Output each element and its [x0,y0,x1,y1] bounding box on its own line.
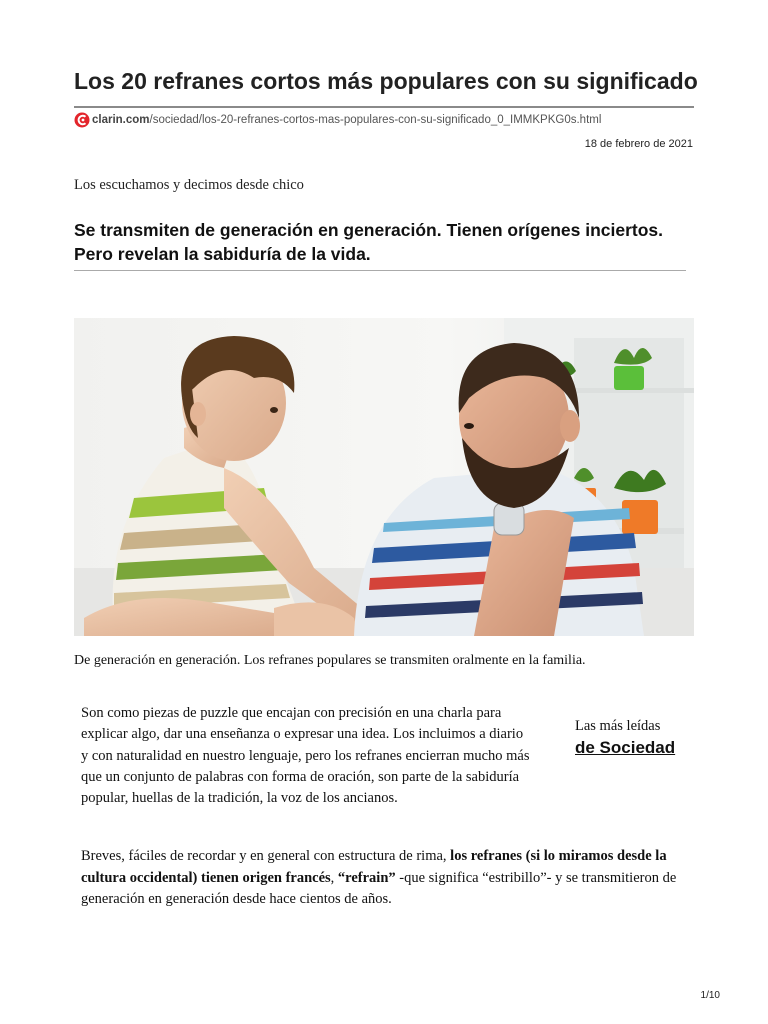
father-son-photo [74,318,694,636]
most-read-link[interactable]: de Sociedad [575,738,676,757]
paragraph-2-bold-1: los refranes (si lo miramos desde la cultura occidental) tienen origen francés [81,848,667,886]
paragraph-2-bold-2: “refrain” [337,869,396,886]
paragraph-2-text-3: -que significa “estribillo”- y se transmitieron de generación en generación desde hace cientos de años. [81,869,677,907]
title-divider [74,106,694,108]
hero-photo [74,318,694,636]
clarin-logo-icon [74,112,90,128]
subtitle-divider [74,270,686,271]
most-read-label: Las más leídas [575,718,661,734]
source-url[interactable] [74,112,601,128]
paragraph-2-text-2: , [330,869,338,886]
article-subtitle: Se transmiten de generación en generación. Tienen orígenes inciertos. Pero revelan la sabiduría de la vida. [74,220,664,264]
image-caption: De generación en generación. Los refranes populares se transmiten oralmente en la familia. [74,653,586,668]
publish-date: 18 de febrero de 2021 [584,138,693,150]
paragraph-2-text-1: Breves, fáciles de recordar y en general con estructura de rima, [81,848,451,864]
article-paragraph-2 [81,846,691,911]
article-title: Los 20 refranes cortos más populares con su significado [74,68,698,94]
url-path: /sociedad/los-20-refranes-cortos-mas-populares-con-su-significado_0_IMMKPKG0s.html [149,114,602,126]
most-read-widget [575,718,675,758]
url-domain: clarin.com [92,114,150,126]
article-paragraph-1: Son como piezas de puzzle que encajan con precisión en una charla para explicar algo, dar una enseñanza o expresar una idea. Los incluimos a diario y con naturalidad en nuestro lenguaje, pero los refranes encierran mucho más que un conjunto de palabras con forma de oración, son parte de la sabiduría popular, huellas de la tradición, la voz de los ancianos. [81,705,530,807]
article-kicker: Los escuchamos y decimos desde chico [74,177,304,193]
page-number: 1/10 [700,990,720,1001]
